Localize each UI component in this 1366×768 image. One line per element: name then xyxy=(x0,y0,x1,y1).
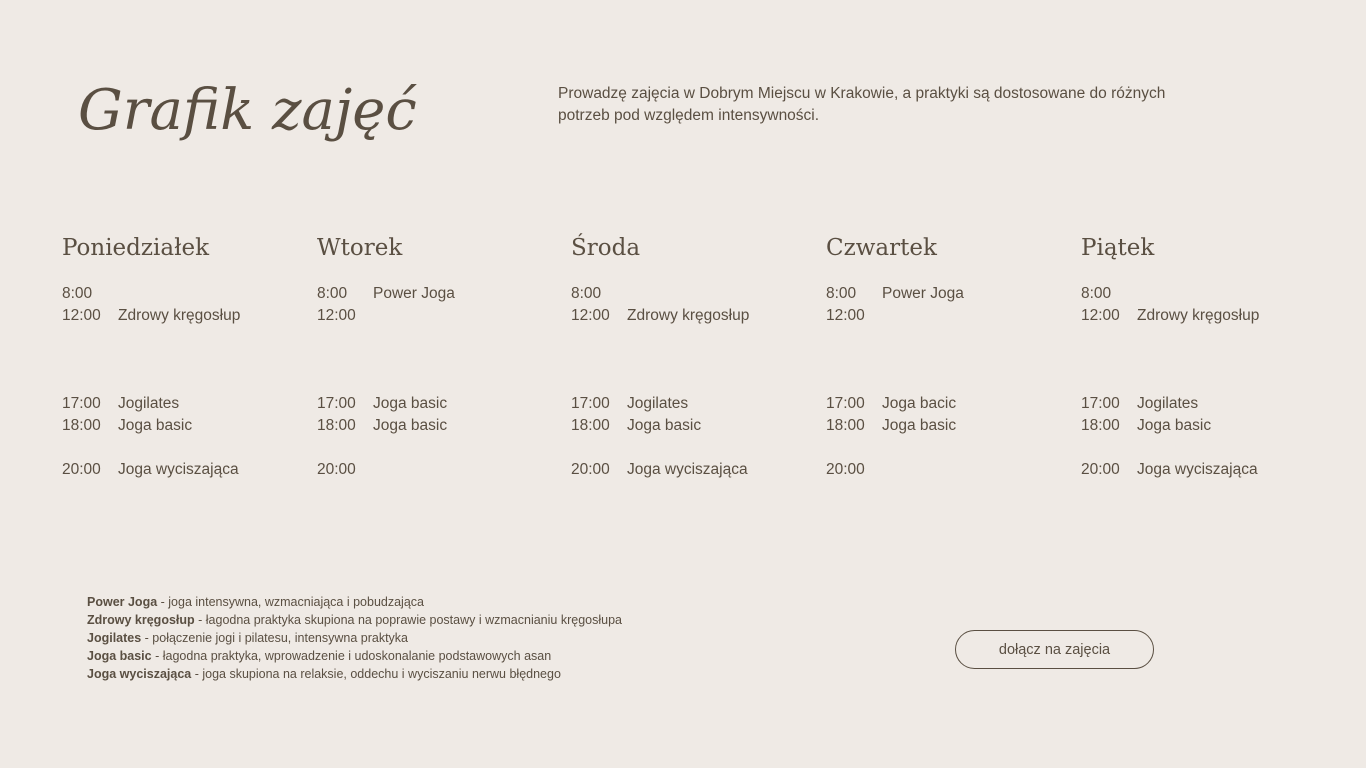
legend-class-name: Power Joga xyxy=(87,595,158,609)
slot-class: Zdrowy kręgosłup xyxy=(118,307,241,324)
day-column-tuesday xyxy=(317,232,567,481)
schedule-slot xyxy=(317,415,567,437)
slot-class: Zdrowy kręgosłup xyxy=(1137,307,1260,324)
slot-class xyxy=(627,283,821,305)
legend-item xyxy=(87,629,622,647)
slot-time: 17:00 xyxy=(571,395,610,412)
slot-time: 12:00 xyxy=(317,307,356,324)
schedule-slot xyxy=(62,459,312,481)
slot-class: Joga bacic xyxy=(882,395,957,412)
slot-class: Joga basic xyxy=(118,417,193,434)
schedule-slot xyxy=(1081,283,1331,305)
slot-class: Jogilates xyxy=(1137,395,1199,412)
schedule-slot xyxy=(1081,415,1331,437)
day-name: Piątek xyxy=(1081,235,1155,261)
schedule-slot xyxy=(1081,459,1331,481)
slot-time: 18:00 xyxy=(62,417,101,434)
schedule-slot xyxy=(571,393,821,415)
slot-class xyxy=(373,305,567,327)
slot-time: 18:00 xyxy=(317,417,356,434)
slot-class: Jogilates xyxy=(627,395,689,412)
schedule-slot xyxy=(317,305,567,327)
schedule-slot xyxy=(62,415,312,437)
schedule-slot xyxy=(826,283,1076,305)
slot-time: 18:00 xyxy=(826,417,865,434)
slot-class: Jogilates xyxy=(118,395,180,412)
legend-item xyxy=(87,611,622,629)
slot-class: Joga basic xyxy=(373,417,448,434)
legend-class-description: - joga skupiona na relaksie, oddechu i wyciszaniu nerwu błędnego xyxy=(191,667,561,681)
legend-class-name: Jogilates xyxy=(87,631,142,645)
schedule-slot xyxy=(62,393,312,415)
slot-class: Joga wyciszająca xyxy=(627,461,748,478)
slot-time: 20:00 xyxy=(571,461,610,478)
slot-time: 8:00 xyxy=(62,285,93,302)
legend-item xyxy=(87,665,622,683)
legend-class-name: Joga basic xyxy=(87,649,152,663)
slot-class: Joga wyciszająca xyxy=(1137,461,1258,478)
schedule-slot xyxy=(571,305,821,327)
slot-time: 8:00 xyxy=(571,285,602,302)
slot-class: Power Joga xyxy=(882,285,964,302)
slot-class: Joga basic xyxy=(627,417,702,434)
slot-time: 18:00 xyxy=(571,417,610,434)
schedule-slot xyxy=(317,459,567,481)
join-classes-button[interactable]: dołącz na zajęcia xyxy=(955,630,1154,669)
slot-time: 20:00 xyxy=(317,461,356,478)
slot-time: 20:00 xyxy=(1081,461,1120,478)
slot-class: Power Joga xyxy=(373,285,455,302)
legend-class-description: - połączenie jogi i pilatesu, intensywna praktyka xyxy=(141,631,408,645)
schedule-slot xyxy=(317,283,567,305)
schedule-slot xyxy=(826,393,1076,415)
slot-time: 18:00 xyxy=(1081,417,1120,434)
day-column-wednesday xyxy=(571,232,821,481)
slot-class xyxy=(1137,283,1331,305)
day-name: Środa xyxy=(571,235,641,261)
schedule-slot xyxy=(317,393,567,415)
slot-time: 12:00 xyxy=(826,307,865,324)
legend-item xyxy=(87,593,622,611)
class-legend xyxy=(87,593,622,683)
slot-class xyxy=(373,459,567,481)
schedule-slot xyxy=(62,305,312,327)
schedule-slot xyxy=(571,459,821,481)
intro-text: Prowadzę zajęcia w Dobrym Miejscu w Krakowie, a praktyki są dostosowane do różnych potrzeb pod względem intensywności. xyxy=(558,85,1166,124)
day-column-monday xyxy=(62,232,312,481)
slot-class: Joga basic xyxy=(882,417,957,434)
day-name: Czwartek xyxy=(826,235,937,261)
schedule-slot xyxy=(62,283,312,305)
slot-time: 17:00 xyxy=(826,395,865,412)
schedule-slot xyxy=(571,283,821,305)
schedule-slot xyxy=(571,415,821,437)
slot-class xyxy=(118,283,312,305)
slot-time: 8:00 xyxy=(826,285,857,302)
slot-class xyxy=(882,459,1076,481)
legend-class-description: - łagodna praktyka skupiona na poprawie postawy i wzmacnianiu kręgosłupa xyxy=(194,613,622,627)
day-name: Wtorek xyxy=(317,235,403,261)
slot-class: Zdrowy kręgosłup xyxy=(627,307,750,324)
slot-time: 12:00 xyxy=(571,307,610,324)
day-column-thursday xyxy=(826,232,1076,481)
schedule-slot xyxy=(826,459,1076,481)
slot-time: 17:00 xyxy=(317,395,356,412)
legend-class-description: - łagodna praktyka, wprowadzenie i udoskonalanie podstawowych asan xyxy=(151,649,552,663)
schedule-slot xyxy=(826,415,1076,437)
legend-item xyxy=(87,647,622,665)
day-name: Poniedziałek xyxy=(62,235,210,261)
schedule-slot xyxy=(1081,393,1331,415)
legend-class-name: Joga wyciszająca xyxy=(87,667,192,681)
slot-time: 20:00 xyxy=(62,461,101,478)
slot-class: Joga basic xyxy=(1137,417,1212,434)
schedule-slot xyxy=(826,305,1076,327)
slot-time: 12:00 xyxy=(1081,307,1120,324)
slot-time: 17:00 xyxy=(1081,395,1120,412)
slot-class xyxy=(882,305,1076,327)
slot-time: 8:00 xyxy=(317,285,348,302)
schedule-slot xyxy=(1081,305,1331,327)
slot-class: Joga wyciszająca xyxy=(118,461,239,478)
slot-time: 17:00 xyxy=(62,395,101,412)
day-column-friday xyxy=(1081,232,1331,481)
slot-time: 12:00 xyxy=(62,307,101,324)
legend-class-name: Zdrowy kręgosłup xyxy=(87,613,195,627)
slot-time: 8:00 xyxy=(1081,285,1112,302)
slot-time: 20:00 xyxy=(826,461,865,478)
legend-class-description: - joga intensywna, wzmacniająca i pobudzająca xyxy=(157,595,424,609)
slot-class: Joga basic xyxy=(373,395,448,412)
page-title: Grafik zajęć xyxy=(78,78,417,143)
